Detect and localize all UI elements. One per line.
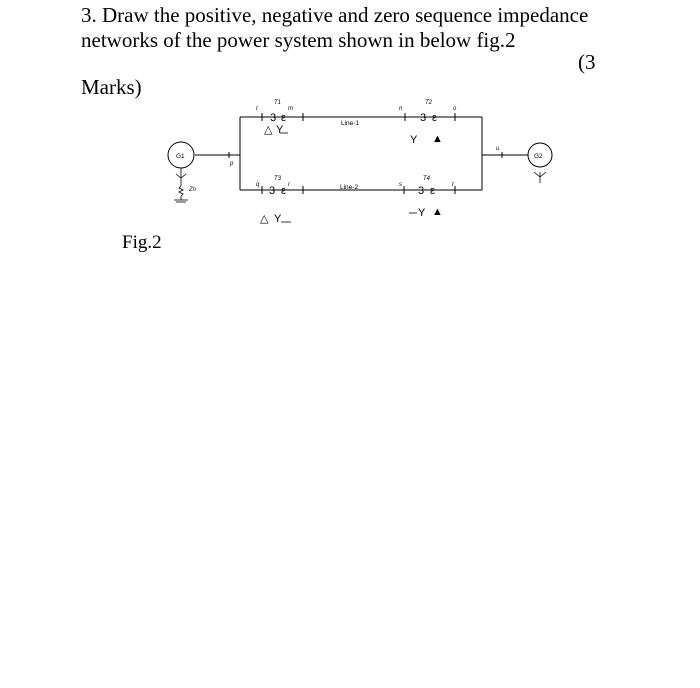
svg-text:3: 3	[269, 185, 276, 197]
bus-n: n	[399, 106, 403, 112]
network-wiring	[195, 117, 528, 190]
svg-text:Y: Y	[274, 213, 282, 225]
bus-p: p	[230, 161, 234, 167]
bus-m: m	[288, 106, 293, 112]
svg-text:ε: ε	[430, 185, 435, 197]
question-line-2: networks of the power system shown in below fig.2	[81, 28, 516, 52]
t3-label: T3	[274, 176, 282, 182]
transformer-t4	[409, 176, 443, 219]
power-system-diagram	[0, 0, 700, 300]
bus-u: u	[496, 146, 500, 152]
bus-o: o	[453, 106, 457, 112]
t4-label: T4	[423, 176, 431, 182]
transformer-t3	[260, 176, 291, 225]
generator-g2	[528, 143, 552, 183]
svg-text:△: △	[264, 124, 273, 136]
svg-text:Y: Y	[418, 207, 426, 219]
g1-label: G1	[176, 153, 185, 160]
bus-s: s	[399, 182, 402, 188]
t2-label: T2	[425, 100, 433, 106]
svg-text:ε: ε	[432, 112, 437, 124]
svg-text:3: 3	[270, 112, 277, 124]
svg-text:▲: ▲	[432, 133, 443, 145]
transformer-t1	[264, 100, 288, 136]
marks-open: (3	[578, 50, 596, 74]
g2-label: G2	[534, 153, 543, 160]
zn-label: Zn	[189, 187, 197, 193]
svg-text:3: 3	[418, 185, 425, 197]
marks-close: Marks)	[81, 75, 142, 99]
svg-text:3: 3	[420, 112, 427, 124]
bus-q: q	[256, 182, 260, 188]
line-1-label: Line-1	[341, 120, 360, 127]
svg-text:ε: ε	[281, 185, 286, 197]
bus-t: t	[452, 182, 454, 188]
t1-label: T1	[274, 100, 282, 106]
line-2-label: Line-2	[340, 184, 359, 191]
svg-text:Y: Y	[276, 124, 284, 136]
bus-l: l	[256, 106, 258, 112]
bus-r: r	[288, 182, 290, 188]
figure-caption: Fig.2	[122, 232, 162, 253]
question-line-1: 3. Draw the positive, negative and zero sequence impedance	[81, 3, 589, 27]
generator-g1	[168, 142, 197, 202]
svg-text:ε: ε	[281, 112, 286, 124]
svg-text:Y: Y	[410, 134, 418, 146]
svg-text:△: △	[260, 213, 269, 225]
svg-text:▲: ▲	[432, 206, 443, 218]
transformer-t2	[410, 100, 443, 146]
